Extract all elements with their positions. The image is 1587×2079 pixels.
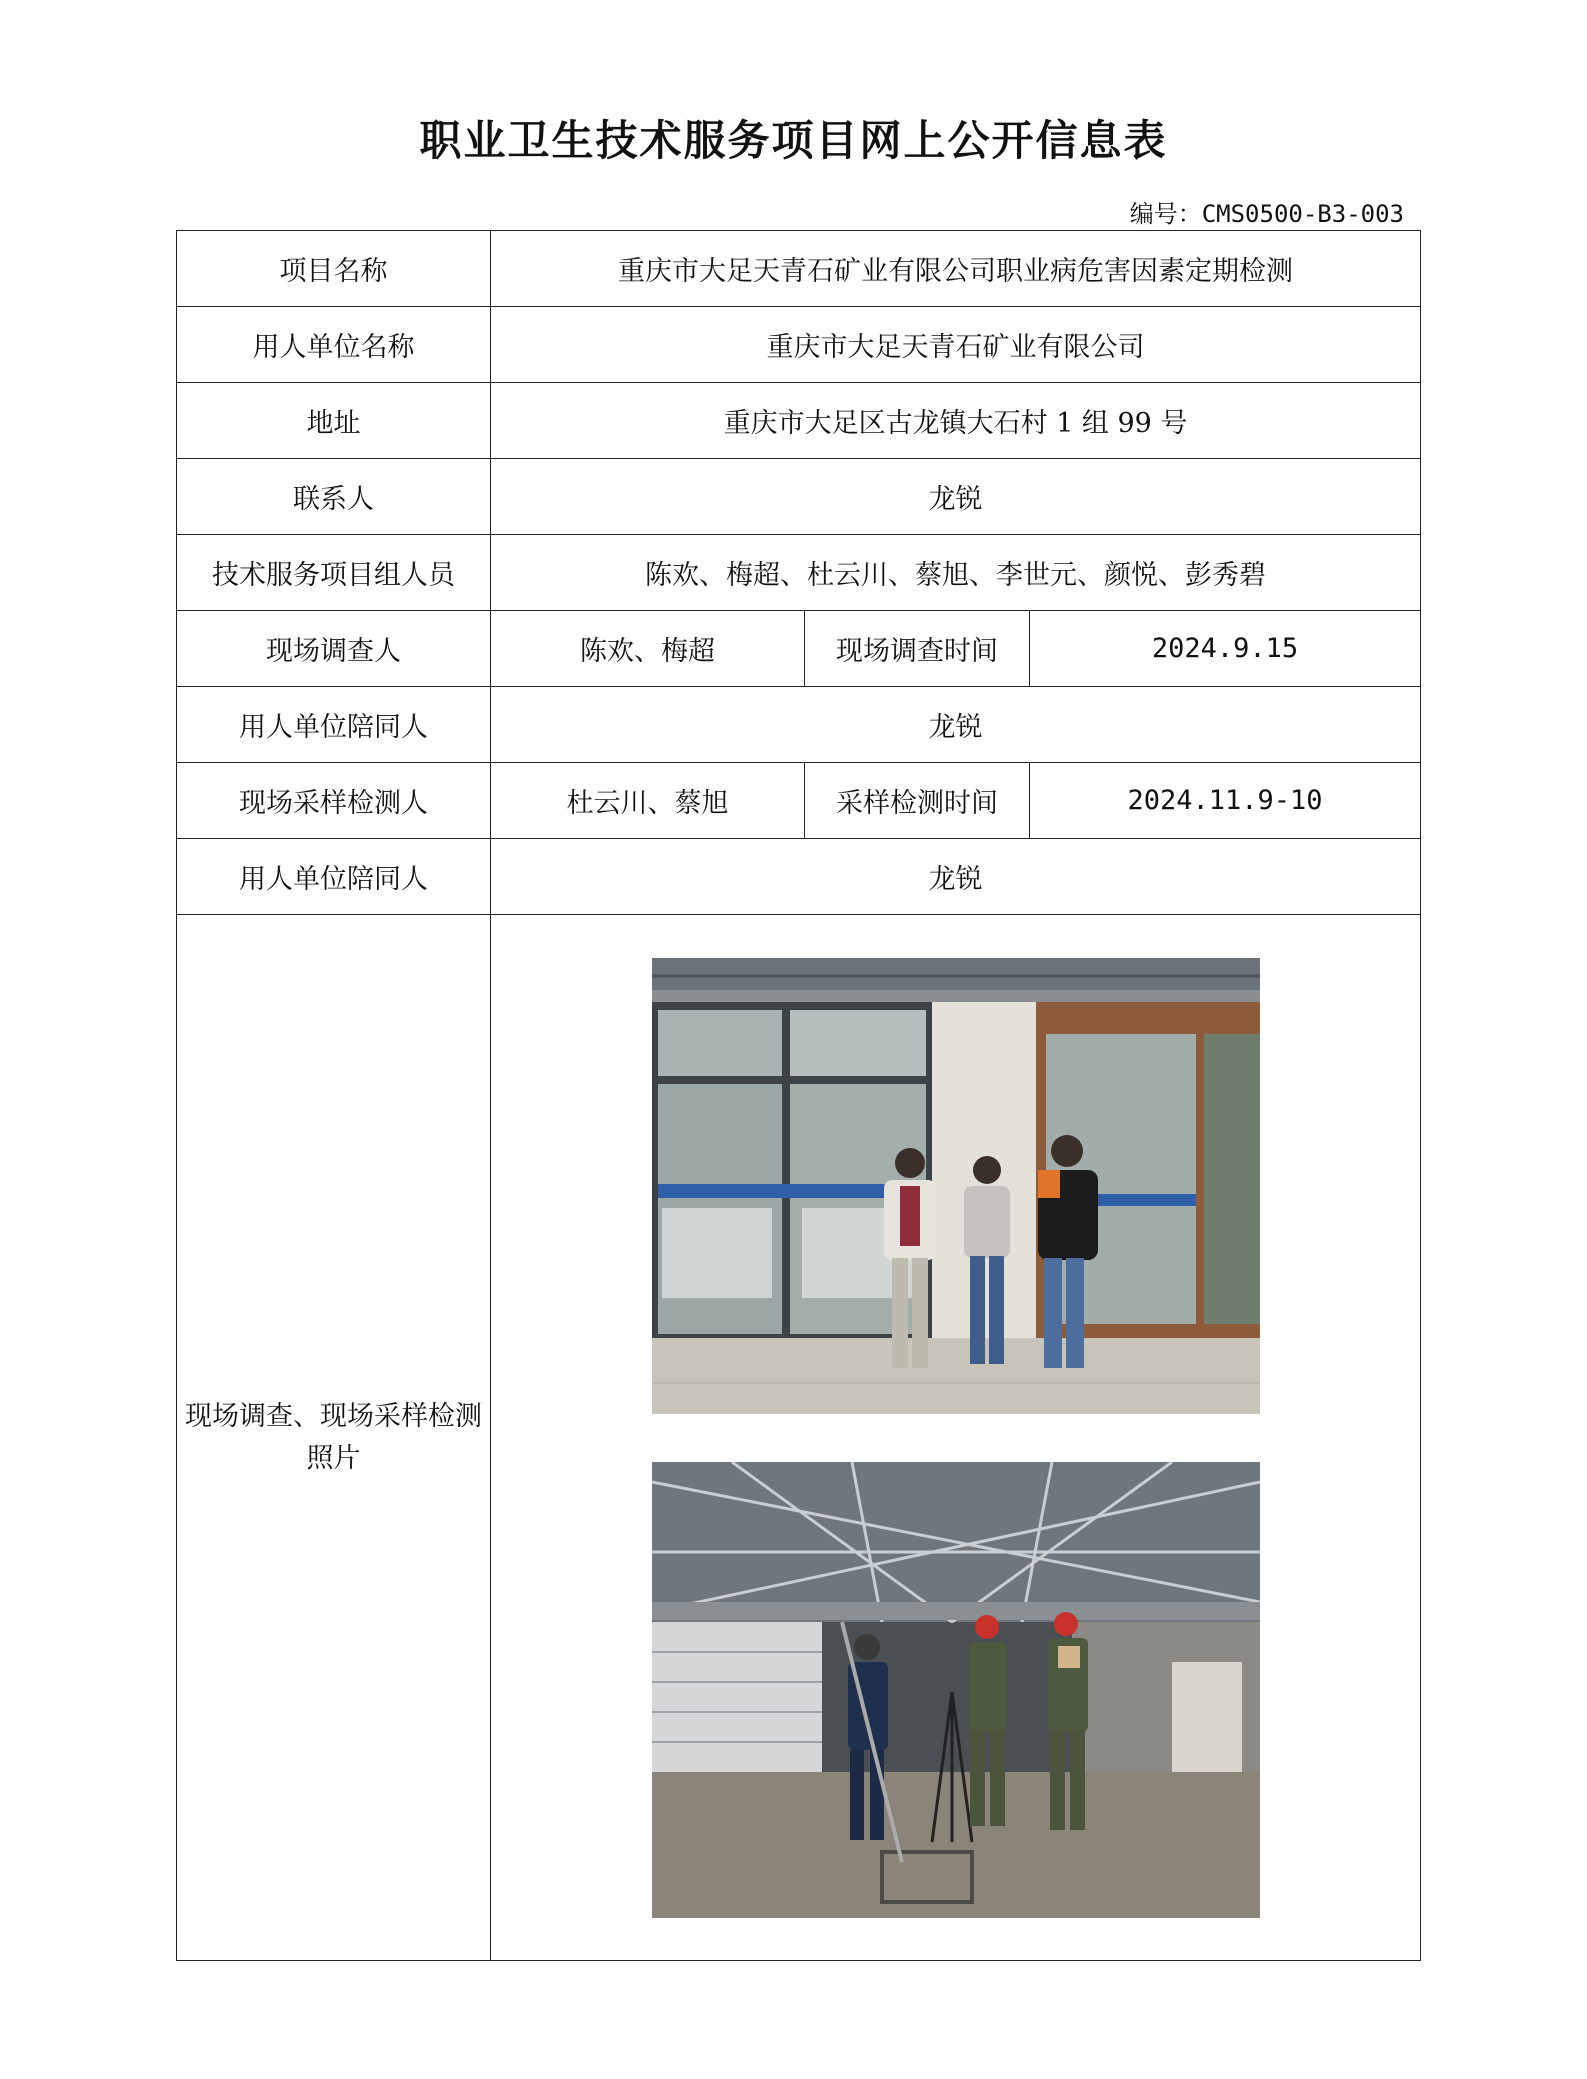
project-name-label: 项目名称 [177, 231, 491, 307]
contact-value: 龙锐 [491, 459, 1421, 535]
row-project-name [177, 231, 1421, 307]
photos-cell [491, 915, 1421, 1961]
sampling-escort-value: 龙锐 [491, 839, 1421, 915]
row-address [177, 383, 1421, 459]
survey-time-value: 2024.9.15 [1030, 611, 1421, 687]
sampling-photo [652, 1462, 1260, 1918]
team-label: 技术服务项目组人员 [177, 535, 491, 611]
row-survey-escort [177, 687, 1421, 763]
sampling-label: 现场采样检测人 [177, 763, 491, 839]
page-title: 职业卫生技术服务项目网上公开信息表 [419, 116, 1168, 165]
team-value: 陈欢、梅超、杜云川、蔡旭、李世元、颜悦、彭秀碧 [491, 535, 1421, 611]
survey-escort-value: 龙锐 [491, 687, 1421, 763]
survey-escort-label: 用人单位陪同人 [177, 687, 491, 763]
sampling-time-label: 采样检测时间 [805, 763, 1030, 839]
survey-label: 现场调查人 [177, 611, 491, 687]
document-code: 编号：CMS0500-B3-003 [1129, 200, 1404, 228]
project-name-value: 重庆市大足天青石矿业有限公司职业病危害因素定期检测 [491, 231, 1421, 307]
row-employer [177, 307, 1421, 383]
contact-label: 联系人 [177, 459, 491, 535]
info-table [176, 230, 1421, 1961]
sampling-value: 杜云川、蔡旭 [491, 763, 805, 839]
row-contact [177, 459, 1421, 535]
row-team [177, 535, 1421, 611]
photos-label: 现场调查、现场采样检测照片 [177, 915, 491, 1961]
employer-label: 用人单位名称 [177, 307, 491, 383]
address-label: 地址 [177, 383, 491, 459]
row-sampling-escort [177, 839, 1421, 915]
sampling-time-value: 2024.11.9-10 [1030, 763, 1421, 839]
row-survey [177, 611, 1421, 687]
survey-photo [652, 958, 1260, 1414]
row-photos [177, 915, 1421, 1961]
survey-value: 陈欢、梅超 [491, 611, 805, 687]
row-sampling [177, 763, 1421, 839]
address-value: 重庆市大足区古龙镇大石村 1 组 99 号 [491, 383, 1421, 459]
employer-value: 重庆市大足天青石矿业有限公司 [491, 307, 1421, 383]
sampling-escort-label: 用人单位陪同人 [177, 839, 491, 915]
survey-time-label: 现场调查时间 [805, 611, 1030, 687]
